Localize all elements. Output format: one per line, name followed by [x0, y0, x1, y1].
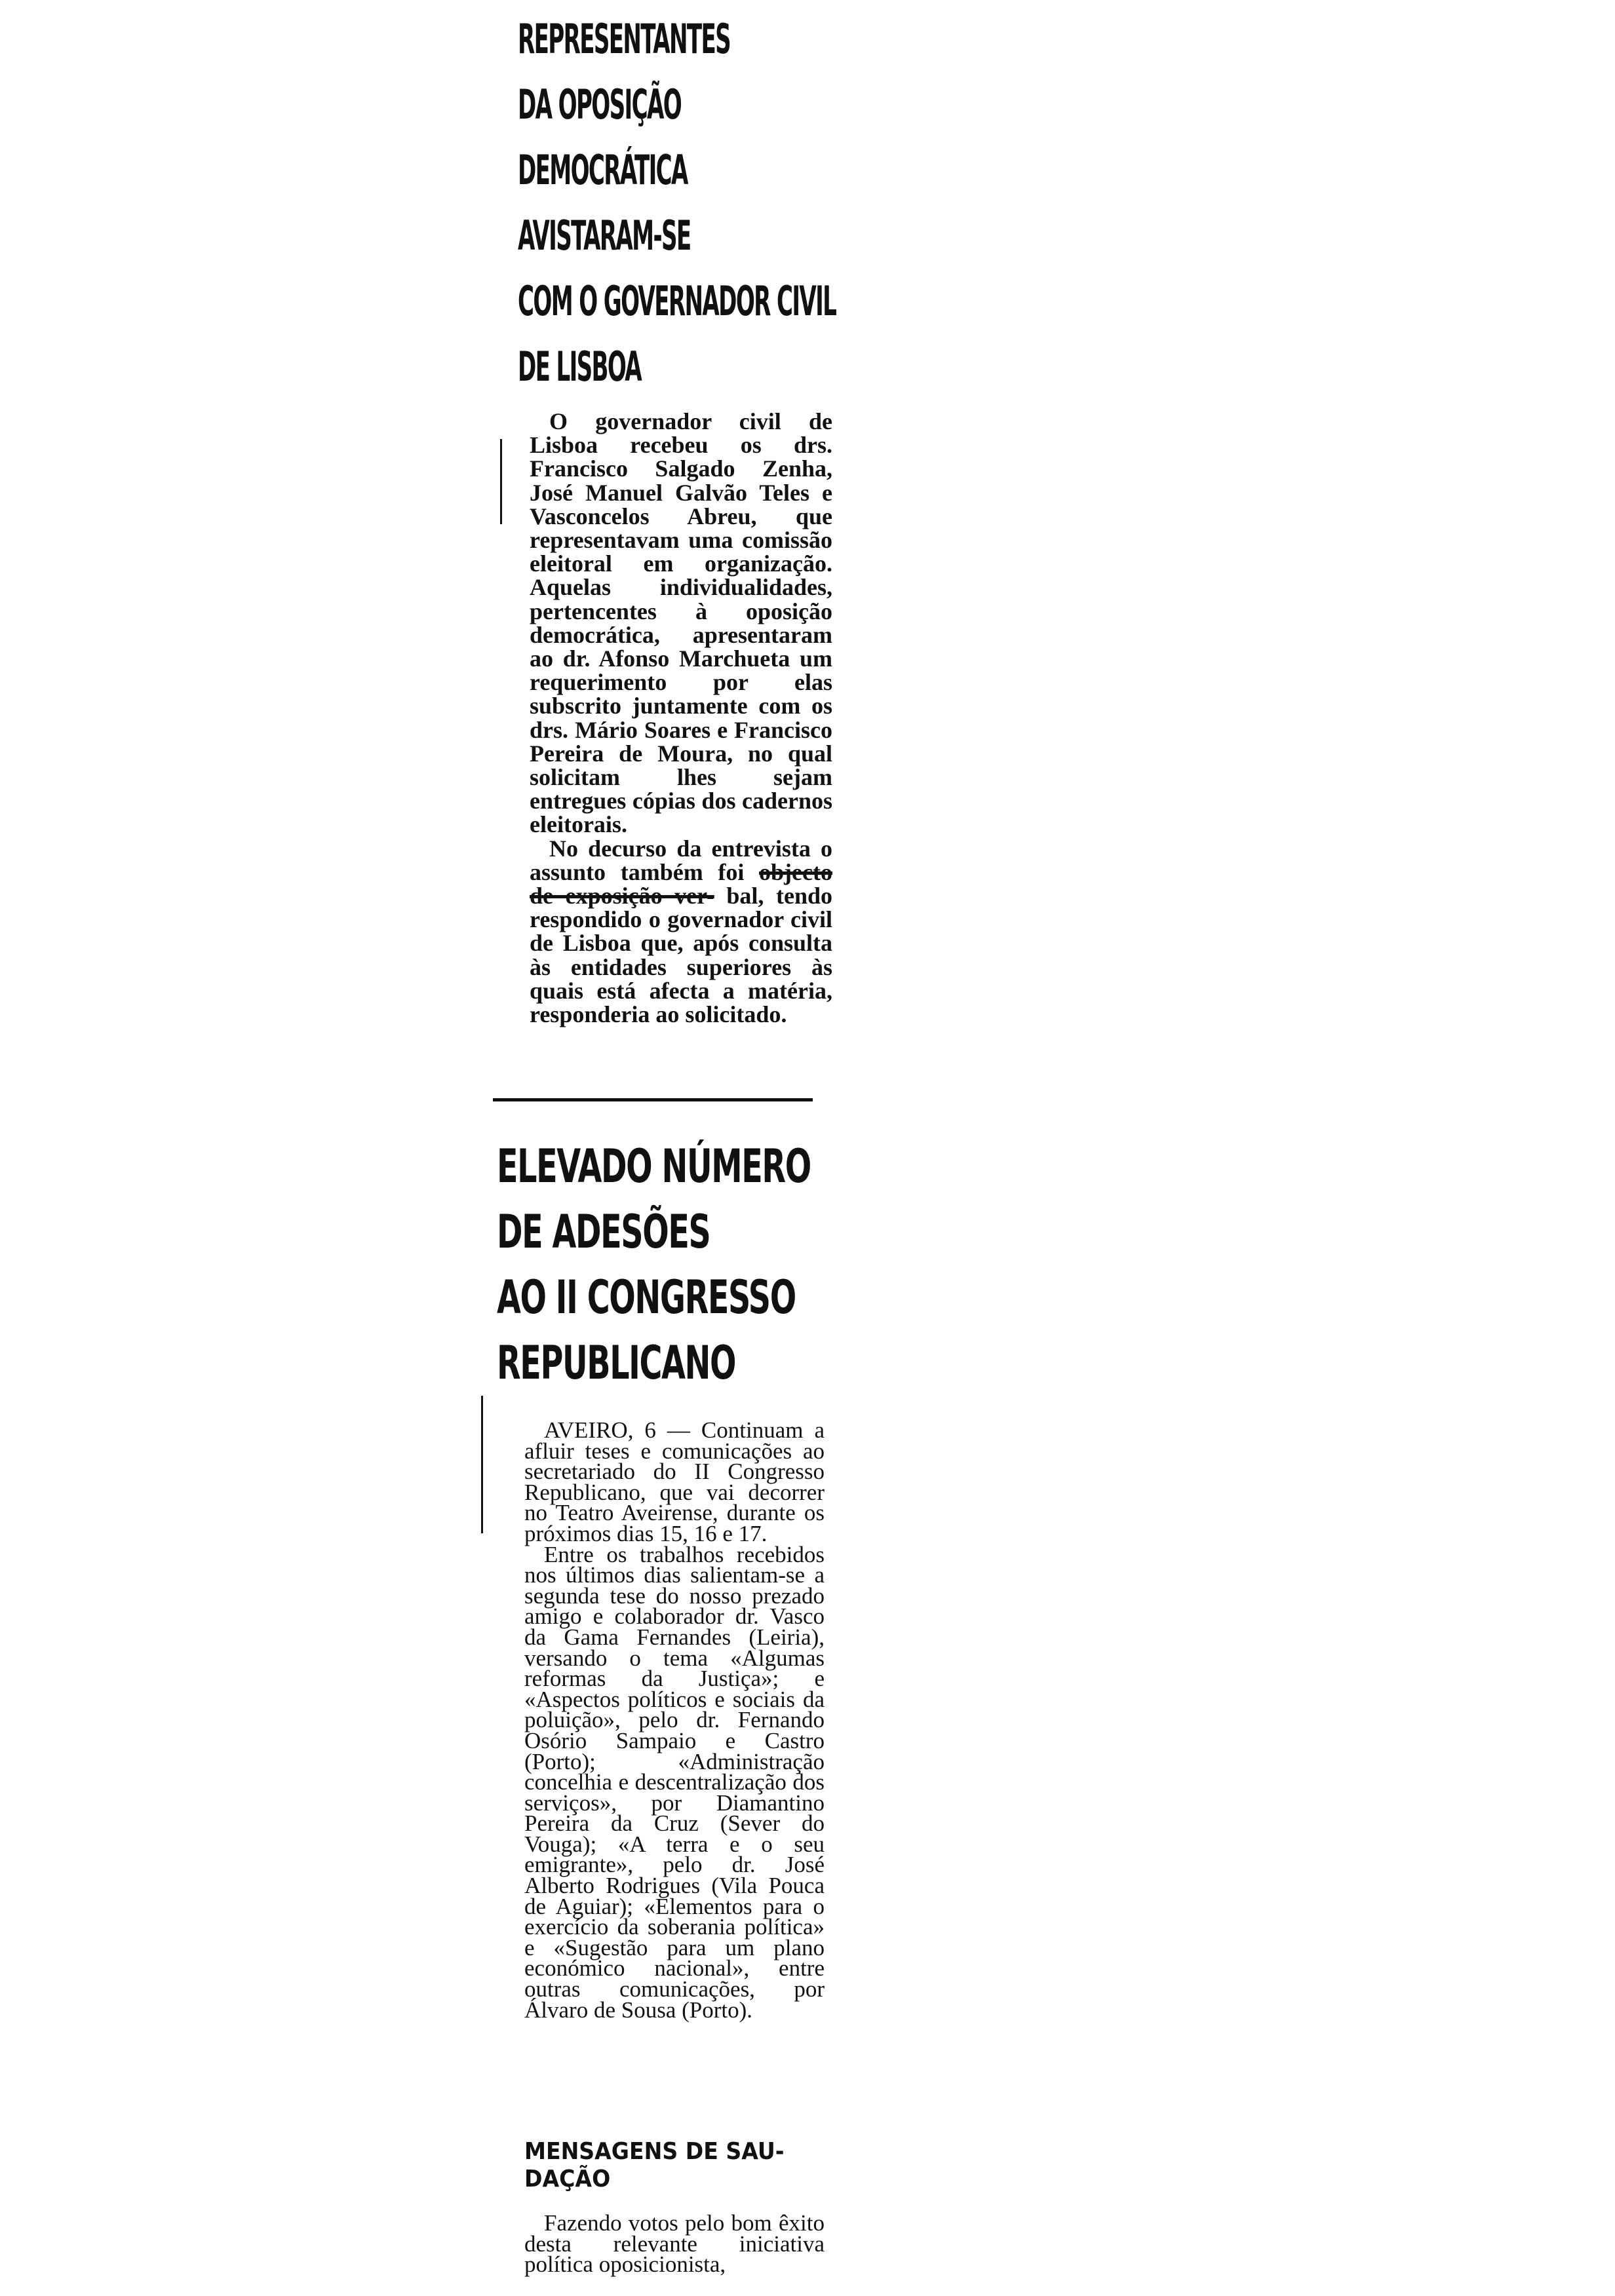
- article2-body-continued: [524, 2210, 825, 2278]
- article1-headline: [518, 7, 859, 400]
- headline-line: REPRESENTANTES: [518, 15, 731, 63]
- section-divider: [493, 1098, 813, 1101]
- article2-headline: [497, 1134, 838, 1396]
- struck-text: objecto de exposição ver-: [530, 858, 832, 909]
- article2-paragraph-3: Fazendo votos pelo bom êxito desta relevante iniciativa política oposicionista,: [524, 2210, 825, 2278]
- subheading-line: DAÇÃO: [524, 2166, 611, 2192]
- headline-line: REPUBLICANO: [497, 1336, 736, 1390]
- article2-paragraph-1: AVEIRO, 6 — Continuam a afluir teses e comunicações ao secretariado do II Congresso Republicano, que vai decorrer no Teatro Aveirense, durante os próximos dias 15, 16 e 17.: [524, 1417, 825, 1546]
- subheading-line: MENSAGENS DE SAU-: [524, 2138, 785, 2165]
- article1-body: [530, 410, 832, 1026]
- headline-line: DE LISBOA: [518, 343, 642, 391]
- article2-body: [524, 1417, 825, 2023]
- margin-mark: [500, 439, 502, 524]
- headline-line: DE ADESÕES: [497, 1205, 710, 1259]
- headline-line: DEMOCRÁTICA: [518, 146, 688, 194]
- headline-line: COM O GOVERNADOR CIVIL: [518, 277, 836, 325]
- article1-paragraph-1: O governador civil de Lisboa recebeu os drs. Francisco Salgado Zenha, José Manuel Galvão Teles e Vasconcelos Abreu, que representavam uma comissão eleitoral em organização. Aquelas individualidades, pertencentes à oposição democrática, apresentaram ao dr. Afonso Marchueta um requerimento por elas subscrito juntamente com os drs. Mário Soares e Francisco Pereira de Moura, no qual solicitam lhes sejam entregues cópias dos cadernos eleitorais.: [530, 408, 832, 838]
- paragraph2-start: No decurso da entrevista o assunto também foi: [530, 835, 832, 885]
- headline-line: DA OPOSIÇÃO: [518, 81, 682, 128]
- article2-paragraph-2: Entre os trabalhos recebidos nos últimos dias salientam-se a segunda tese do nosso prezado amigo e colaborador dr. Vasco da Gama Fernandes (Leiria), versando o tema «Algumas reformas da Justiça»; e «Aspectos políticos e sociais da poluição», pelo dr. Fernando Osório Sampaio e Castro (Porto); «Administração concelhia e descentralização dos serviços», por Diamantino Pereira da Cruz (Sever do Vouga); «A terra e o seu emigrante», pelo dr. José Alberto Rodrigues (Vila Pouca de Aguiar); «Elementos para o exercício da soberania política» e «Sugestão para um plano económico nacional», entre outras comunicações, por Álvaro de Sousa (Porto).: [524, 1541, 825, 2023]
- headline-line: AVISTARAM-SE: [518, 212, 691, 259]
- paragraph2-end: bal, tendo respondido o governador civil de Lisboa que, após consulta às entidades superiores às quais está afecta a matéria, responderia ao solicitado.: [530, 883, 832, 1028]
- margin-mark: [481, 1396, 483, 1533]
- headline-line: ELEVADO NÚMERO: [497, 1139, 811, 1193]
- article1-paragraph-2: [530, 837, 832, 1027]
- article2-subheading: [524, 2138, 826, 2193]
- headline-line: AO II CONGRESSO: [497, 1271, 796, 1324]
